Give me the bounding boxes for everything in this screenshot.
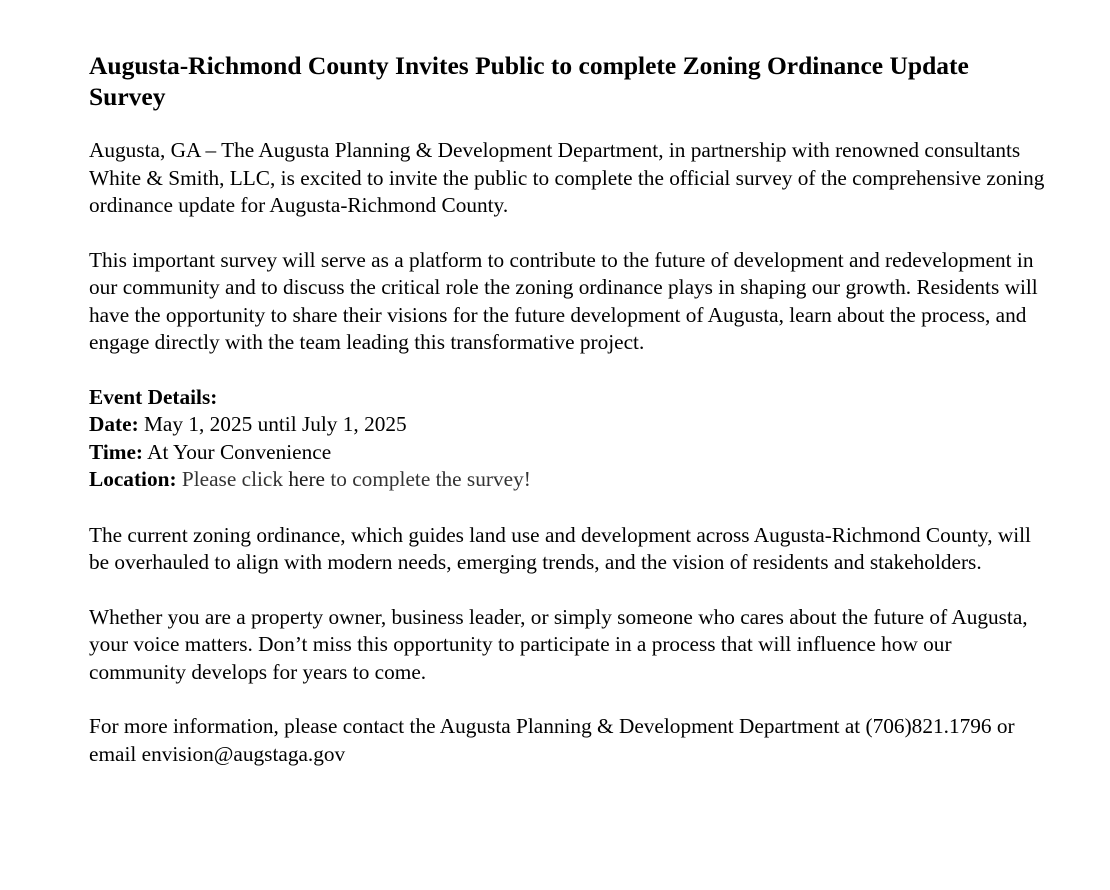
event-time-row: [89, 439, 1049, 467]
contact-paragraph: For more information, please contact the Augusta Planning & Development Department at (706)821.1796 or email envision@augstaga.gov: [89, 714, 1015, 766]
intro-paragraph: Augusta, GA – The Augusta Planning & Development Department, in partnership with renowned consultants White & Smith, LLC, is excited to invite the public to complete the official survey of the comprehensive zoning ordinance update for Augusta-Richmond County.: [89, 138, 1045, 217]
event-time-value: At Your Convenience: [143, 439, 332, 464]
event-details-heading: Event Details:: [89, 384, 218, 409]
event-location-prefix: Please click: [176, 467, 289, 491]
event-date-value: May 1, 2025 until July 1, 2025: [138, 412, 407, 436]
survey-link[interactable]: here: [288, 467, 325, 491]
press-release: [89, 50, 1049, 768]
event-location-suffix: to complete the survey!: [325, 467, 531, 491]
current-ordinance-paragraph: The current zoning ordinance, which guides land use and development across Augusta-Richmond County, will be overhauled to align with modern needs, emerging trends, and the vision of residents and stakeholders.: [89, 522, 1031, 574]
event-date-row: [89, 411, 1049, 439]
event-location-row: [89, 466, 1049, 494]
event-location-label: Location:: [89, 467, 177, 491]
page-title: Augusta-Richmond County Invites Public to complete Zoning Ordinance Update Survey: [89, 51, 969, 111]
event-date-label: Date:: [89, 412, 139, 436]
event-details: [89, 384, 1049, 494]
voice-paragraph: Whether you are a property owner, business leader, or simply someone who cares about the future of Augusta, your voice matters. Don’t miss this opportunity to participate in a process that will influence how our community develops for years to come.: [89, 604, 1028, 684]
event-time-label: Time:: [89, 439, 144, 464]
purpose-paragraph: This important survey will serve as a platform to contribute to the future of development and redevelopment in our community and to discuss the critical role the zoning ordinance plays in shaping our growth. Residents will have the opportunity to share their visions for the future development of Augusta, learn about the process, and engage directly with the team leading this transformative project.: [89, 247, 1038, 354]
